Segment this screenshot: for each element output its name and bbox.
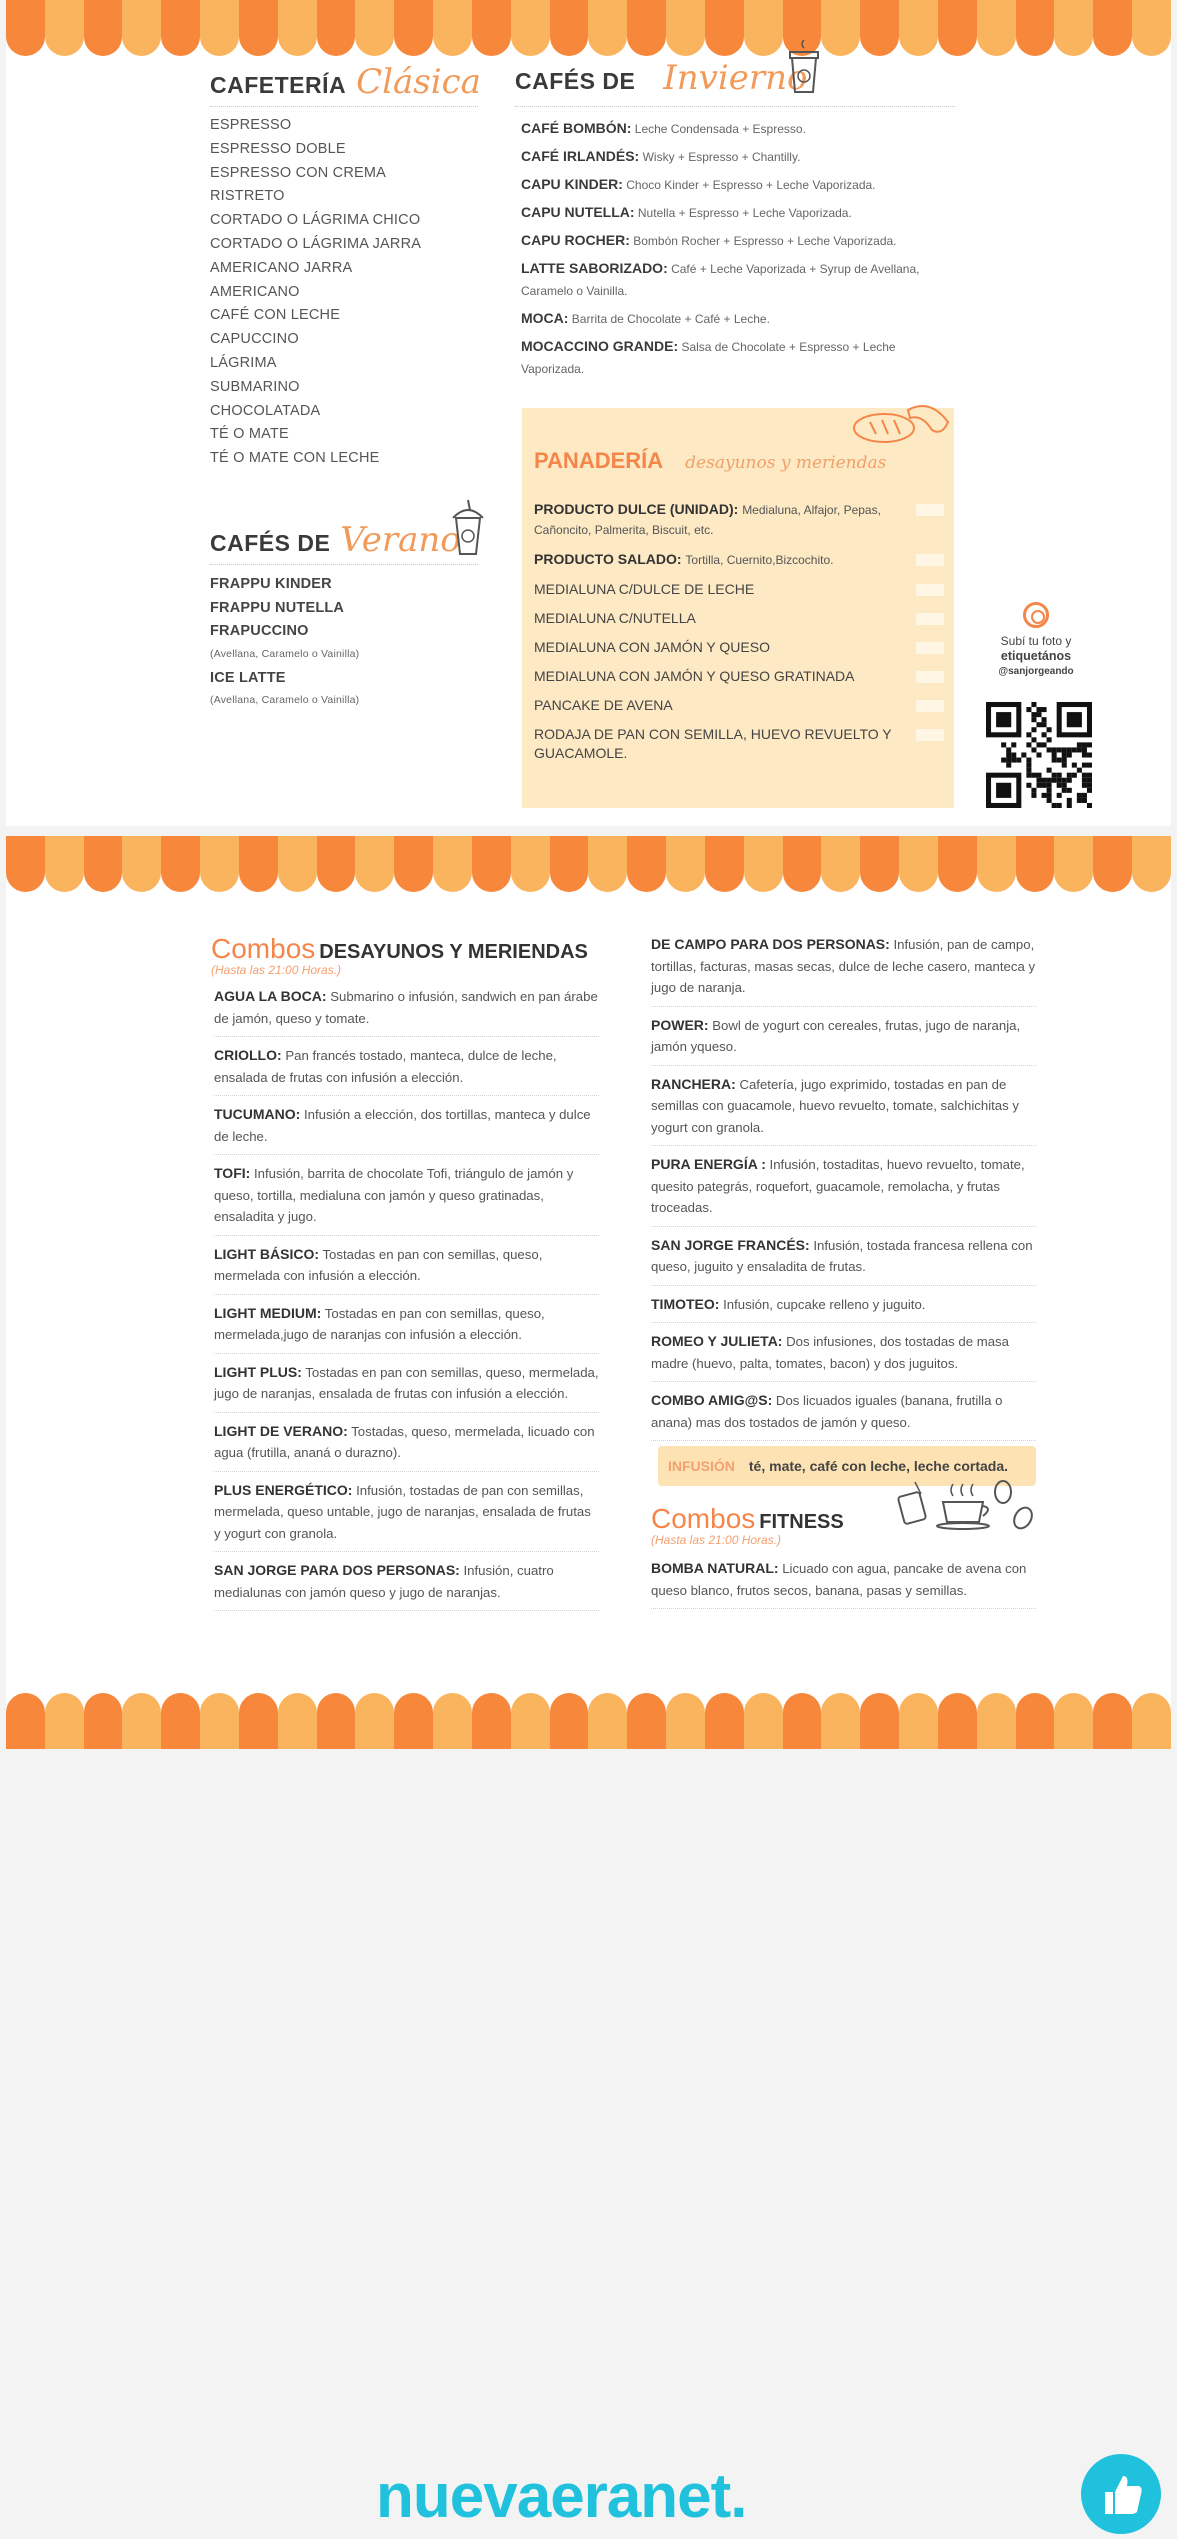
awning-bottom — [6, 1693, 1171, 1749]
awning-stripe — [394, 836, 433, 892]
awning-stripe — [433, 1693, 472, 1749]
awning-stripe — [278, 0, 317, 56]
menu-item: ESPRESSO — [210, 117, 292, 133]
verano-script-title: Verano — [340, 520, 461, 560]
combo-name: LIGHT PLUS: — [214, 1363, 302, 1380]
awning-stripe — [588, 0, 627, 56]
awning-stripe — [355, 1693, 394, 1749]
combo-desc: Dos licuados iguales (banana, frutilla o anana) mas dos tostados de jamón y queso. — [651, 1393, 1003, 1430]
awning-stripe — [472, 836, 511, 892]
combo-name: CRIOLLO: — [214, 1047, 282, 1063]
awning-stripe — [6, 0, 45, 56]
bakery-item-name: MEDIALUNA C/NUTELLA — [534, 610, 696, 626]
awning-stripe — [666, 0, 705, 56]
combos-word: Combos — [651, 1503, 756, 1534]
awning-stripe — [355, 0, 394, 56]
invierno-title: CAFÉS DE — [515, 68, 636, 94]
combo-item — [651, 934, 1036, 1007]
instagram-icon — [1023, 602, 1049, 628]
bakery-item — [534, 725, 944, 763]
awning-stripe — [317, 0, 356, 56]
menu-item-name: CAFÉ IRLANDÉS: — [521, 148, 640, 164]
bakery-item — [534, 580, 944, 599]
menu-item-desc: Leche Condensada + Espresso. — [634, 122, 806, 136]
clasica-script-title: Clásica — [356, 62, 481, 102]
menu-item: ESPRESSO CON CREMA — [210, 164, 387, 181]
bakery-item-desc: Medialuna, Alfajor, Pepas, Cañoncito, Palmerita, Biscuit, etc. — [534, 503, 881, 537]
hot-cup-icon — [786, 38, 822, 96]
awning-stripe — [6, 1693, 45, 1749]
awning-stripe — [317, 1693, 356, 1749]
awning-stripe — [977, 1693, 1016, 1749]
awning-stripe — [122, 836, 161, 892]
combo-name: SAN JORGE FRANCÉS: — [651, 1236, 810, 1253]
awning-stripe — [1016, 0, 1055, 56]
awning-stripe — [1093, 836, 1132, 892]
awning-stripe — [45, 836, 84, 892]
awning-stripe — [550, 836, 589, 892]
combo-item — [651, 1235, 1036, 1286]
combo-item — [651, 1294, 1036, 1324]
price-placeholder — [916, 671, 944, 683]
combo-item — [214, 1163, 599, 1236]
combo-name: LIGHT MEDIUM: — [214, 1304, 322, 1321]
combo-name: ROMEO Y JULIETA: — [651, 1333, 783, 1349]
combo-name: PLUS ENERGÉTICO: — [214, 1481, 353, 1498]
awning-stripe — [1016, 1693, 1055, 1749]
combos-word: Combos — [211, 933, 316, 964]
price-placeholder — [916, 613, 944, 625]
awning-stripe — [783, 1693, 822, 1749]
combo-item — [214, 1045, 599, 1096]
menu-item — [521, 229, 951, 252]
bread-icon — [852, 392, 952, 452]
menu-item — [521, 173, 951, 196]
awning-stripe — [45, 1693, 84, 1749]
clasica-list — [210, 114, 421, 471]
divider — [210, 106, 478, 107]
price-placeholder — [916, 554, 944, 566]
bakery-item-name: PANCAKE DE AVENA — [534, 697, 673, 713]
awning-stripe — [550, 0, 589, 56]
menu-item-desc: Café + Leche Vaporizada + Syrup de Avellana, Caramelo o Vainilla. — [521, 262, 920, 298]
infusion-value: té, mate, café con leche, leche cortada. — [748, 1458, 1008, 1474]
combo-desc: Submarino o infusión, sandwich en pan árabe de jamón, queso y tomate. — [214, 989, 598, 1026]
menu-item-name: CAPU NUTELLA: — [521, 204, 635, 220]
combo-item — [214, 986, 599, 1037]
price-placeholder — [916, 584, 944, 596]
bakery-item-name: MEDIALUNA CON JAMÓN Y QUESO GRATINADA — [534, 668, 855, 684]
verano-title: CAFÉS DE — [210, 530, 331, 556]
combo-item — [214, 1362, 599, 1413]
awning-stripe — [938, 0, 977, 56]
menu-item-desc: Nutella + Espresso + Leche Vaporizada. — [637, 206, 852, 220]
menu-item: ESPRESSO DOBLE — [210, 140, 346, 157]
menu-item-name: CAPU KINDER: — [521, 176, 623, 192]
awning-stripe — [45, 0, 84, 56]
awning-stripe — [161, 0, 200, 56]
awning-stripe — [860, 0, 899, 56]
combos-desayunos-header — [211, 933, 588, 965]
combo-desc: Infusión, cupcake relleno y juguito. — [723, 1296, 926, 1312]
menu-item: LÁGRIMA — [210, 354, 277, 371]
iced-cup-icon — [448, 500, 488, 558]
divider — [515, 106, 955, 107]
awning-stripe — [1054, 836, 1093, 892]
combo-item — [651, 1558, 1036, 1609]
awning-stripe — [355, 836, 394, 892]
awning-stripe — [744, 1693, 783, 1749]
qr-code[interactable] — [986, 702, 1092, 808]
combo-item — [651, 1015, 1036, 1066]
panaderia-box — [522, 408, 954, 808]
combo-desc: Tostadas en pan con semillas, queso, mermelada, jugo de naranjas, ensalada de frutas con infusión a elección. — [214, 1364, 599, 1401]
awning-stripe — [705, 1693, 744, 1749]
awning-stripe — [1132, 836, 1171, 892]
awning-stripe — [899, 1693, 938, 1749]
menu-item-name: MOCACCINO GRANDE: — [521, 338, 679, 354]
combo-item — [214, 1421, 599, 1472]
menu-item-name: MOCA: — [521, 310, 569, 326]
awning-stripe — [977, 0, 1016, 56]
awning-stripe — [511, 0, 550, 56]
combo-name: AGUA LA BOCA: — [214, 988, 327, 1004]
menu-item: CAFÉ CON LECHE — [210, 307, 341, 324]
menu-item — [521, 335, 951, 380]
awning-stripe — [472, 0, 511, 56]
panaderia-title: PANADERÍA — [534, 448, 664, 473]
combo-name: TIMOTEO: — [651, 1295, 720, 1312]
combo-desc: Infusión a elección, dos tortillas, manteca y dulce de leche. — [214, 1107, 591, 1144]
awning-stripe — [860, 836, 899, 892]
awning-stripe — [1093, 1693, 1132, 1749]
menu-item — [521, 117, 951, 140]
awning-stripe — [239, 1693, 278, 1749]
price-placeholder — [916, 700, 944, 712]
menu-item-desc: Barrita de Chocolate + Café + Leche. — [571, 312, 770, 326]
combos-fitness-list — [651, 1558, 1036, 1617]
combo-item — [214, 1104, 599, 1155]
instagram-callout — [986, 590, 1086, 690]
awning-stripe — [1132, 1693, 1171, 1749]
combo-desc: Infusión, tostadas de pan con semillas, mermelada, queso untable, jugo de naranjas, ensalada de frutas y yogurt con granola. — [214, 1482, 591, 1541]
menu-item-name: LATTE SABORIZADO: — [521, 260, 668, 276]
invierno-list — [521, 117, 951, 385]
menu-item: AMERICANO — [210, 283, 300, 300]
awning-stripe — [977, 836, 1016, 892]
menu-item: CORTADO O LÁGRIMA CHICO — [210, 212, 421, 229]
combo-item — [214, 1244, 599, 1295]
combo-name: SAN JORGE PARA DOS PERSONAS: — [214, 1562, 460, 1578]
bakery-item — [534, 550, 944, 570]
bakery-item — [534, 638, 944, 657]
menu-item-name: CAFÉ BOMBÓN: — [521, 120, 632, 136]
awning-stripe — [200, 1693, 239, 1749]
awning-stripe — [394, 1693, 433, 1749]
clasica-header — [210, 62, 481, 102]
thumbs-up-icon[interactable] — [1081, 2454, 1161, 2534]
combos-left-list — [214, 986, 599, 1619]
awning-stripe — [627, 836, 666, 892]
awning-stripe — [6, 836, 45, 892]
bakery-item-desc: Tortilla, Cuernito,Bizcochito. — [685, 553, 834, 567]
combo-name: LIGHT DE VERANO: — [214, 1422, 348, 1439]
awning-stripe — [433, 836, 472, 892]
awning-stripe — [122, 0, 161, 56]
combo-item — [651, 1154, 1036, 1227]
combo-desc: Infusión, tostada francesa rellena con queso, juguito y ensaladita de frutas. — [651, 1237, 1033, 1274]
combos-fitness-subtitle: (Hasta las 21:00 Horas.) — [651, 1533, 782, 1547]
awning-stripe — [1093, 0, 1132, 56]
awning-stripe — [394, 0, 433, 56]
menu-item-note: (Avellana, Caramelo o Vainilla) — [210, 694, 360, 706]
tea-coffee-illustration — [891, 1474, 1041, 1534]
menu-page-bottom — [6, 836, 1171, 2531]
combos-right-list — [651, 934, 1036, 1449]
awning-stripe — [161, 836, 200, 892]
combo-desc: Infusión, tostaditas, huevo revuelto, tomate, quesito pategrás, roquefort, guacamole, remolacha, y frutas troceadas. — [651, 1157, 1025, 1215]
awning-stripe — [122, 1693, 161, 1749]
combo-item — [214, 1560, 599, 1611]
combo-name: LIGHT BÁSICO: — [214, 1245, 319, 1262]
bakery-item — [534, 696, 944, 715]
awning-stripe — [84, 1693, 123, 1749]
combo-name: DE CAMPO PARA DOS PERSONAS: — [651, 936, 890, 952]
awning-stripe — [783, 836, 822, 892]
bakery-item-name: MEDIALUNA C/DULCE DE LECHE — [534, 581, 755, 597]
verano-header — [210, 520, 461, 560]
combos-desayunos-title: DESAYUNOS Y MERIENDAS — [319, 941, 588, 963]
combo-item — [651, 1390, 1036, 1441]
awning-stripe — [627, 1693, 666, 1749]
menu-item-name: CAPU ROCHER: — [521, 232, 630, 248]
bakery-item-name: PRODUCTO DULCE (UNIDAD): — [534, 501, 739, 517]
awning-stripe — [627, 0, 666, 56]
combo-item — [214, 1480, 599, 1553]
panaderia-list — [534, 500, 944, 773]
awning-stripe — [472, 1693, 511, 1749]
tea-bag-icon — [898, 1482, 926, 1524]
menu-item: AMERICANO JARRA — [210, 259, 353, 276]
social-line1: Subí tu foto y — [1000, 634, 1072, 648]
combo-name: RANCHERA: — [651, 1075, 736, 1092]
menu-item — [521, 257, 951, 302]
menu-item: FRAPUCCINO — [210, 623, 309, 639]
social-line2: etiquetános — [1000, 649, 1072, 663]
menu-item — [521, 307, 951, 330]
awning-stripe — [938, 836, 977, 892]
awning-stripe — [550, 1693, 589, 1749]
invierno-script-title: Invierno — [663, 58, 808, 98]
menu-item — [521, 201, 951, 224]
combos-fitness-header — [651, 1503, 844, 1535]
awning-stripe — [666, 1693, 705, 1749]
price-placeholder — [916, 504, 944, 516]
bakery-item — [534, 667, 944, 686]
combo-desc: Cafetería, jugo exprimido, tostadas en pan de semillas con guacamole, huevo revuelto, tomate, salchichitas y yogurt con granola. — [651, 1076, 1019, 1135]
awning-stripe — [938, 1693, 977, 1749]
menu-item: FRAPPU NUTELLA — [210, 599, 345, 616]
combos-fitness-title: FITNESS — [759, 1511, 844, 1533]
awning-top — [6, 0, 1171, 56]
menu-item: TÉ O MATE — [210, 426, 289, 443]
menu-item: CAPUCCINO — [210, 331, 299, 348]
awning-stripe — [1016, 836, 1055, 892]
combo-desc: Tostadas, queso, mermelada, licuado con agua (frutilla, ananá o durazno). — [214, 1423, 595, 1460]
awning-stripe — [239, 0, 278, 56]
menu-item: SUBMARINO — [210, 378, 300, 395]
awning-stripe — [239, 836, 278, 892]
awning-stripe — [1132, 0, 1171, 56]
combo-name: PURA ENERGÍA : — [651, 1156, 766, 1172]
coffee-cup-icon — [937, 1484, 989, 1529]
combo-name: POWER: — [651, 1016, 709, 1033]
awning-stripe — [588, 836, 627, 892]
combo-desc: Licuado con agua, pancake de avena con queso blanco, frutos secos, banana, pasas y semillas. — [651, 1561, 1027, 1598]
bakery-item-name: RODAJA DE PAN CON SEMILLA, HUEVO REVUELTO Y GUACAMOLE. — [534, 726, 892, 761]
awning-stripe — [899, 0, 938, 56]
combos-desayunos-subtitle: (Hasta las 21:00 Horas.) — [211, 963, 342, 977]
bakery-item-name: MEDIALUNA CON JAMÓN Y QUESO — [534, 639, 770, 655]
menu-item: CHOCOLATADA — [210, 402, 321, 419]
bakery-item — [534, 609, 944, 628]
menu-item: FRAPPU KINDER — [210, 576, 332, 592]
panaderia-title-row — [534, 448, 886, 474]
awning-stripe — [200, 836, 239, 892]
combo-item — [651, 1331, 1036, 1382]
bakery-item-name: PRODUCTO SALADO: — [534, 551, 682, 567]
awning-stripe — [84, 0, 123, 56]
menu-page-top — [6, 0, 1171, 826]
awning-stripe — [200, 0, 239, 56]
combo-item — [214, 1303, 599, 1354]
price-placeholder — [916, 642, 944, 654]
awning-stripe — [278, 836, 317, 892]
divider — [210, 564, 478, 565]
combo-name: TOFI: — [214, 1165, 251, 1181]
verano-list — [210, 573, 359, 713]
awning-stripe — [511, 1693, 550, 1749]
clasica-title: CAFETERÍA — [210, 72, 347, 98]
coffee-beans-icon — [995, 1481, 1035, 1532]
awning-stripe — [1054, 0, 1093, 56]
menu-item: ICE LATTE — [210, 669, 286, 686]
menu-item-note: (Avellana, Caramelo o Vainilla) — [210, 647, 360, 660]
social-handle: @sanjorgeando — [998, 666, 1074, 677]
combo-desc: Pan francés tostado, manteca, dulce de leche, ensalada de frutas con infusión a elección. — [214, 1048, 557, 1085]
panaderia-subtitle: desayunos y meriendas — [685, 453, 887, 473]
awning-stripe — [511, 836, 550, 892]
awning-stripe — [705, 836, 744, 892]
awning-stripe — [899, 836, 938, 892]
awning-stripe — [821, 836, 860, 892]
combo-desc: Infusión, barrita de chocolate Tofi, triángulo de jamón y queso, tortilla, medialuna con jamón y queso gratinadas, ensaladita y jugo. — [214, 1166, 574, 1224]
price-placeholder — [916, 729, 944, 741]
combo-desc: Bowl de yogurt con cereales, frutas, jugo de naranja, jamón yqueso. — [651, 1017, 1021, 1054]
awning-stripe — [433, 0, 472, 56]
combo-name: BOMBA NATURAL: — [651, 1560, 779, 1576]
awning-stripe — [666, 836, 705, 892]
awning-stripe — [821, 1693, 860, 1749]
combo-name: COMBO AMIG@S: — [651, 1392, 773, 1408]
menu-item-desc: Wisky + Espresso + Chantilly. — [642, 150, 801, 164]
combo-name: TUCUMANO: — [214, 1106, 301, 1122]
bakery-item — [534, 500, 944, 540]
combo-desc: Infusión, pan de campo, tortillas, facturas, masas secas, dulce de leche casero, manteca y jugo de naranja. — [651, 937, 1036, 995]
awning-stripe — [84, 836, 123, 892]
combo-desc: Infusión, cuatro medialunas con jamón queso y jugo de naranjas. — [214, 1563, 554, 1600]
menu-item: TÉ O MATE CON LECHE — [210, 450, 380, 467]
awning-middle — [6, 836, 1171, 892]
awning-stripe — [821, 0, 860, 56]
combo-desc: Tostadas en pan con semillas, queso, mermelada,jugo de naranjas con infusión a elección. — [214, 1305, 545, 1342]
menu-item: CORTADO O LÁGRIMA JARRA — [210, 235, 422, 252]
combo-desc: Dos infusiones, dos tostadas de masa madre (huevo, palta, tomates, bacon) y dos juguitos. — [651, 1334, 1009, 1371]
awning-stripe — [161, 1693, 200, 1749]
invierno-header — [515, 58, 807, 98]
infusion-key: INFUSIÓN — [668, 1458, 735, 1474]
menu-item: RISTRETO — [210, 188, 285, 205]
awning-stripe — [1054, 1693, 1093, 1749]
awning-stripe — [860, 1693, 899, 1749]
menu-item-desc: Salsa de Chocolate + Espresso + Leche Vaporizada. — [521, 340, 896, 376]
combo-desc: Tostadas en pan con semillas, queso, mermelada con infusión a elección. — [214, 1246, 543, 1283]
awning-stripe — [705, 0, 744, 56]
awning-stripe — [317, 836, 356, 892]
awning-stripe — [744, 836, 783, 892]
awning-stripe — [588, 1693, 627, 1749]
menu-item-desc: Bombón Rocher + Espresso + Leche Vaporizada. — [633, 234, 897, 248]
awning-stripe — [278, 1693, 317, 1749]
awning-stripe — [744, 0, 783, 56]
menu-item — [521, 145, 951, 168]
combo-item — [651, 1074, 1036, 1147]
brand-watermark: nuevaeranet. — [376, 2462, 747, 2531]
menu-item-desc: Choco Kinder + Espresso + Leche Vaporizada. — [626, 178, 876, 192]
